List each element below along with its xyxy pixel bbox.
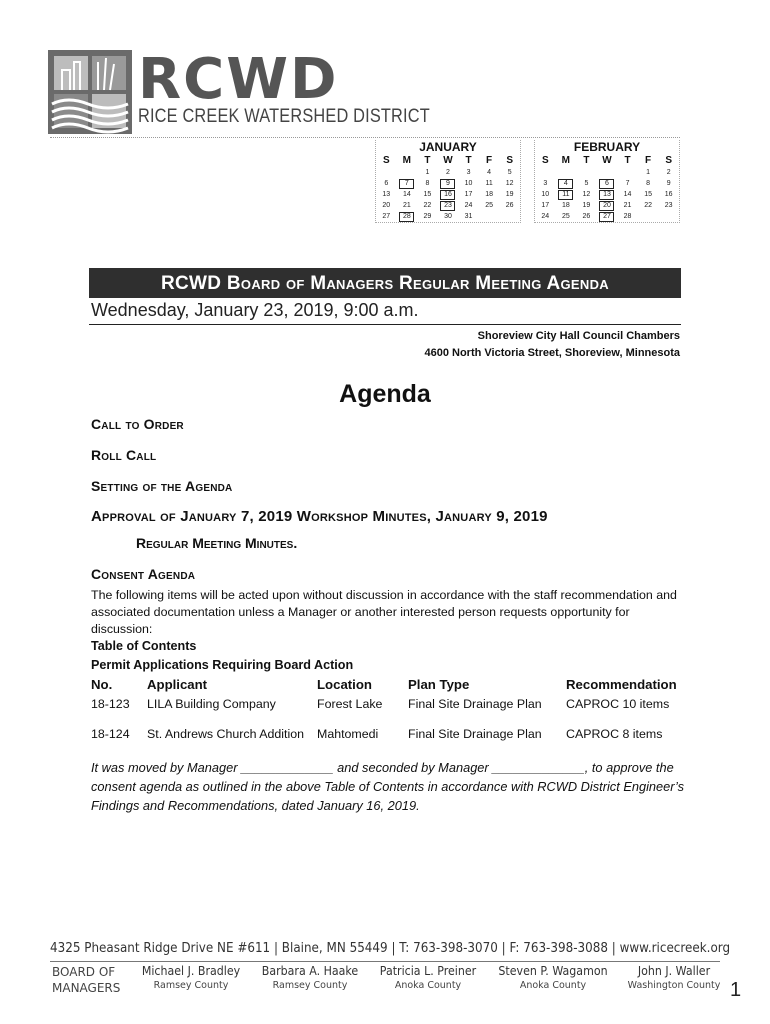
manager-name: Patricia L. Preiner — [379, 964, 477, 978]
cell-applicant: LILA Building Company — [147, 697, 276, 711]
weekday-label: T — [424, 155, 431, 166]
calendar-day: 8 — [646, 179, 651, 187]
calendar-day: 25 — [485, 201, 493, 209]
board-label: BOARD OF — [52, 965, 116, 979]
col-header-recommendation: Recommendation — [566, 677, 677, 692]
weekday-label: F — [645, 155, 652, 166]
calendar-day: 24 — [464, 201, 473, 209]
calendar-day: 26 — [505, 201, 514, 209]
calendar-day: 17 — [464, 190, 473, 198]
calendar-day-highlighted: 13 — [599, 190, 614, 200]
calendar-day: 25 — [561, 212, 570, 220]
calendar-day: 28 — [623, 212, 632, 220]
weekday-label: M — [561, 155, 571, 166]
calendar-day-highlighted: 6 — [599, 179, 614, 189]
calendar-day: 30 — [444, 212, 452, 220]
cell-no: 18-123 — [91, 697, 130, 711]
agenda-heading: Agenda — [339, 380, 431, 408]
calendar-day: 8 — [425, 179, 430, 187]
calendar-day: 19 — [505, 190, 514, 198]
calendar-day-highlighted: 23 — [440, 201, 455, 211]
calendar-day: 11 — [485, 179, 493, 187]
calendar-day-highlighted: 28 — [399, 212, 414, 222]
motion-text: It was moved by Manager _____________ and seconded by Manager _____________, to approve the consent agenda as outlined in the above Table of Contents in accordance with RCWD District Engineer’s Findings and Recommendations, dated January 16, 2019. — [91, 760, 685, 813]
manager-entry — [492, 964, 614, 991]
calendar-january — [375, 140, 521, 223]
cell-location: Forest Lake — [317, 697, 383, 711]
weekday-label: T — [624, 155, 631, 166]
manager-name: Steven P. Wagamon — [498, 964, 608, 978]
weekday-label: F — [486, 155, 493, 166]
calendar-day: 21 — [402, 201, 411, 209]
logo-subtitle: RICE CREEK WATERSHED DISTRICT — [138, 106, 430, 127]
consent-description: The following items will be acted upon without discussion in accordance with the staff recommendation and associated documentation unless a Manager or another interested person requests opportunity for discussion: — [91, 588, 677, 636]
col-header-applicant: Applicant — [147, 677, 208, 692]
calendar-day: 6 — [384, 179, 389, 187]
manager-name: Barbara A. Haake — [261, 964, 359, 978]
cell-plan-type: Final Site Drainage Plan — [408, 727, 542, 741]
calendar-day: 16 — [664, 190, 673, 198]
calendar-day: 2 — [446, 168, 450, 176]
weekday-label: S — [382, 155, 390, 166]
calendar-day: 26 — [582, 212, 591, 220]
calendar-day: 3 — [466, 168, 471, 176]
calendar-month: FEBRUARY — [573, 140, 641, 154]
manager-entry — [622, 964, 726, 991]
page-number: 1 — [730, 979, 742, 1001]
calendar-grid — [535, 154, 679, 222]
weekday-label: T — [583, 155, 590, 166]
manager-name: John J. Waller — [637, 964, 711, 978]
calendar-grid — [376, 154, 520, 222]
calendar-day: 20 — [382, 201, 391, 209]
meeting-venue: Shoreview City Hall Council Chambers — [477, 330, 680, 342]
calendar-day: 22 — [423, 201, 432, 209]
calendar-day: 21 — [623, 201, 632, 209]
title-divider — [89, 324, 681, 325]
calendar-day: 5 — [507, 168, 512, 176]
section-approval-minutes: Approval of January 7, 2019 Workshop Minutes, January 9, 2019 — [91, 508, 548, 525]
calendar-day: 1 — [646, 168, 651, 176]
calendar-day-highlighted: 27 — [599, 212, 614, 222]
calendar-day-highlighted: 20 — [599, 201, 614, 211]
calendar-day: 15 — [423, 190, 432, 198]
manager-entry — [136, 964, 246, 991]
calendar-day-highlighted: 4 — [558, 179, 573, 189]
manager-county: Anoka County — [394, 980, 462, 991]
header-divider — [50, 137, 680, 138]
calendar-day: 31 — [464, 212, 473, 220]
manager-county: Ramsey County — [153, 980, 229, 991]
calendar-day: 10 — [464, 179, 473, 187]
calendar-day-highlighted: 11 — [558, 190, 573, 200]
weekday-label: T — [465, 155, 472, 166]
meeting-date: Wednesday, January 23, 2019, 9:00 a.m. — [91, 300, 419, 320]
watershed-logo-icon — [48, 50, 132, 134]
weekday-label: S — [541, 155, 549, 166]
col-header-plan-type: Plan Type — [408, 677, 470, 692]
calendar-day: 13 — [382, 190, 391, 198]
footer-contact: 4325 Pheasant Ridge Drive NE #611 | Blaine, MN 55449 | T: 763-398-3070 | F: 763-398-3088 | www.ricecreek.org — [50, 941, 731, 956]
calendar-day-highlighted: 9 — [440, 179, 455, 189]
calendar-day: 22 — [644, 201, 652, 209]
calendar-february — [534, 140, 680, 223]
weekday-label: S — [506, 155, 514, 166]
manager-county: Washington County — [627, 980, 721, 991]
cell-plan-type: Final Site Drainage Plan — [408, 697, 542, 711]
manager-county: Anoka County — [519, 980, 587, 991]
cell-applicant: St. Andrews Church Addition — [147, 727, 305, 741]
col-header-location: Location — [317, 677, 372, 692]
calendar-day: 24 — [541, 212, 550, 220]
calendar-day: 5 — [584, 179, 589, 187]
rcwd-logo — [48, 47, 430, 140]
calendar-day-highlighted: 7 — [399, 179, 414, 189]
calendar-day: 4 — [487, 168, 492, 176]
cell-location: Mahtomedi — [317, 727, 379, 741]
calendar-day: 18 — [561, 201, 570, 209]
calendar-day: 18 — [485, 190, 493, 198]
calendar-day: 12 — [505, 179, 514, 187]
calendar-day: 9 — [666, 179, 671, 187]
logo-name: RCWD — [138, 47, 339, 112]
calendar-day: 3 — [543, 179, 548, 187]
calendar-day: 15 — [644, 190, 652, 198]
calendar-day-highlighted: 16 — [440, 190, 455, 200]
calendar-day: 2 — [666, 168, 671, 176]
calendar-day: 29 — [423, 212, 432, 220]
manager-entry — [254, 964, 366, 991]
weekday-label: M — [402, 155, 412, 166]
weekday-label: W — [602, 155, 612, 166]
managers-label: MANAGERS — [52, 981, 121, 995]
table-of-contents-label: Table of Contents — [91, 639, 197, 653]
page-title: RCWD Board of Managers Regular Meeting Agenda — [89, 268, 681, 298]
footer-divider — [50, 961, 720, 962]
calendar-day: 19 — [582, 201, 591, 209]
manager-name: Michael J. Bradley — [141, 964, 241, 978]
cell-no: 18-124 — [91, 727, 130, 741]
section-call-to-order: Call to Order — [91, 416, 184, 432]
permit-applications-heading: Permit Applications Requiring Board Action — [91, 658, 354, 672]
calendar-day: 14 — [623, 190, 632, 198]
calendar-day: 7 — [625, 179, 630, 187]
calendar-day: 17 — [541, 201, 550, 209]
section-setting-agenda: Setting of the Agenda — [91, 478, 233, 494]
calendar-day: 14 — [402, 190, 411, 198]
manager-entry — [372, 964, 484, 991]
weekday-label: S — [665, 155, 673, 166]
section-approval-minutes-cont: Regular Meeting Minutes. — [136, 535, 298, 551]
calendar-day: 1 — [425, 168, 430, 176]
calendar-day: 23 — [664, 201, 673, 209]
weekday-label: W — [443, 155, 453, 166]
section-roll-call: Roll Call — [91, 447, 157, 463]
calendar-day: 12 — [582, 190, 591, 198]
cell-recommendation: CAPROC 8 items — [566, 727, 663, 741]
col-header-no: No. — [91, 677, 113, 692]
calendar-month: JANUARY — [419, 140, 477, 154]
calendar-day: 27 — [382, 212, 391, 220]
cell-recommendation: CAPROC 10 items — [566, 697, 670, 711]
meeting-address: 4600 North Victoria Street, Shoreview, Minnesota — [424, 347, 680, 359]
section-consent-agenda: Consent Agenda — [91, 566, 196, 582]
manager-county: Ramsey County — [272, 980, 348, 991]
calendar-day: 10 — [541, 190, 550, 198]
